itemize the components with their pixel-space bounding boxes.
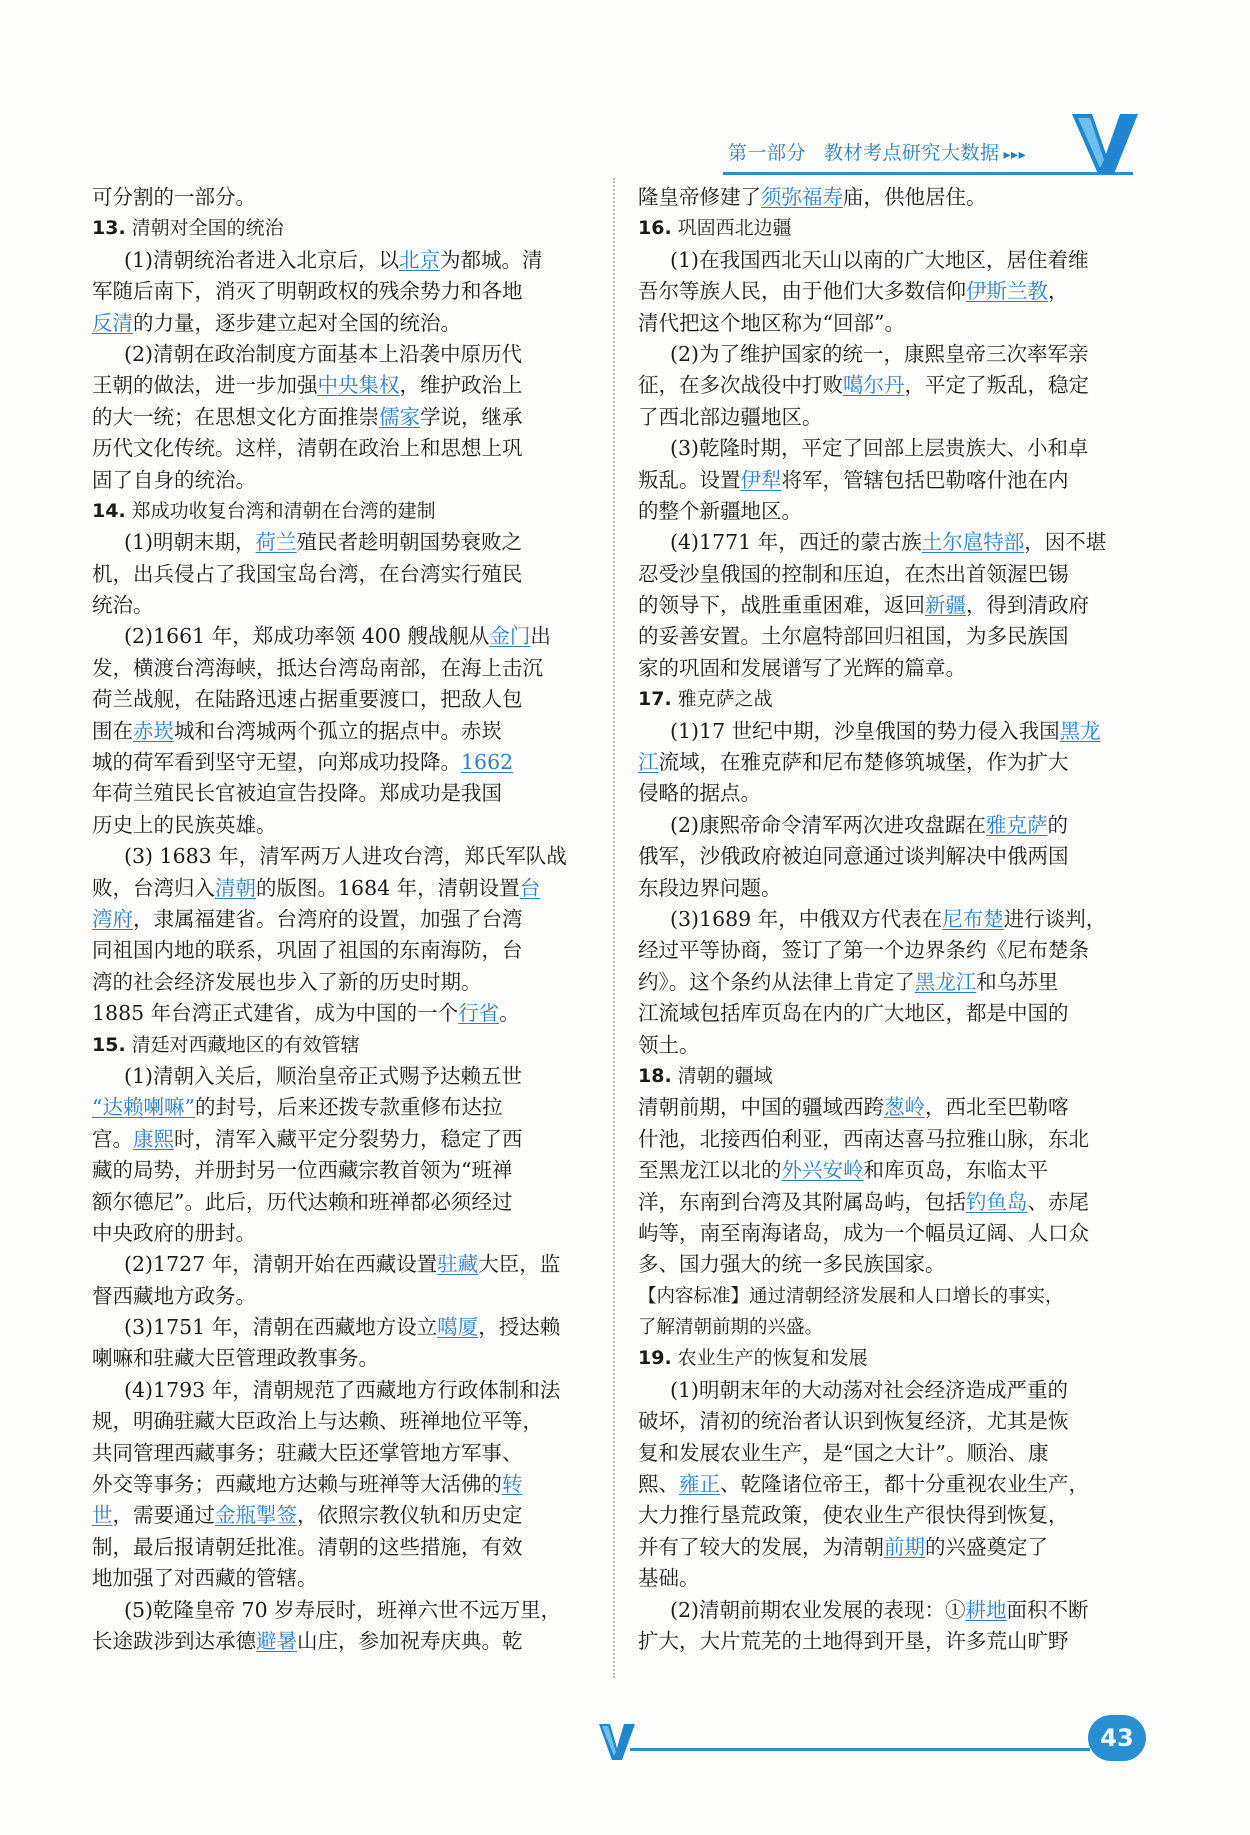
text-segment: 围在 [92, 718, 133, 743]
text-segment: ，依照宗教仪轨和历史定 [297, 1503, 523, 1528]
section-number: 16. [638, 217, 672, 240]
text-segment: 隆皇帝修建了 [638, 185, 761, 209]
arrows-icon: ▸▸▸ [1003, 147, 1027, 163]
text-segment: 巩固西北边疆 [677, 217, 792, 240]
section-heading [638, 213, 1136, 244]
text-line [92, 339, 590, 370]
text-segment: 荷兰战舰，在陆路迅速占据重要渡口，把敌人包 [92, 687, 523, 712]
text-segment: ，平定了叛乱，稳定 [904, 373, 1089, 398]
text-line [638, 778, 1136, 809]
text-line [92, 1281, 590, 1312]
section-heading [638, 1061, 1136, 1092]
text-line [638, 935, 1136, 966]
text-segment: 并有了较大的发展，为清朝 [638, 1534, 884, 1559]
text-segment: 流域，在雅克萨和尼布楚修筑城堡，作为扩大 [658, 750, 1069, 775]
answer-keyword: 须弥福寿 [761, 185, 843, 209]
text-segment: 屿等，南至南海诸岛，成为一个幅员辽阔、人口众 [638, 1220, 1089, 1245]
text-segment: 【内容标准】通过清朝经济发展和人口增长的事实， [638, 1285, 1064, 1307]
text-segment: 王朝的做法，进一步加强 [92, 373, 318, 398]
footer-v-icon [598, 1722, 636, 1762]
text-segment: 洋，东南到台湾及其附属岛屿，包括 [638, 1189, 966, 1214]
text-line [638, 1155, 1136, 1186]
text-line [638, 1375, 1136, 1406]
text-segment: 扩大，大片荒芜的土地得到开垦，许多荒山旷野 [638, 1628, 1069, 1653]
text-segment: 俄军，沙俄政府被迫同意通过谈判解决中俄两国 [638, 844, 1069, 869]
text-segment: 庙，供他居住。 [843, 185, 987, 209]
text-line [92, 433, 590, 464]
text-segment: 叛乱。设置 [638, 467, 741, 492]
text-segment: 殖民者趁明朝国势衰败之 [296, 530, 523, 555]
text-segment: ，维护政治上 [399, 373, 523, 398]
section-number: 18. [638, 1064, 672, 1087]
header-part: 第一部分 [728, 142, 807, 164]
text-line [92, 1092, 590, 1123]
text-segment: 的封号，后来还拨专款重修布达拉 [194, 1095, 503, 1120]
text-line [638, 873, 1136, 904]
text-segment: 可分割的一部分。 [92, 185, 256, 209]
answer-keyword: 避暑 [256, 1628, 297, 1653]
text-segment: 吾尔等族人民，由于他们大多数信仰 [638, 279, 966, 304]
text-line [92, 998, 590, 1029]
text-segment: 雅克萨之战 [677, 688, 773, 711]
text-line [638, 245, 1136, 276]
answer-keyword: 康熙 [133, 1126, 174, 1151]
answer-keyword: 金门 [489, 624, 531, 649]
text-segment: 固了自身的统治。 [92, 467, 256, 492]
text-line [638, 1218, 1136, 1249]
text-segment: 大力推行垦荒政策，使农业生产很快得到恢复， [638, 1503, 1069, 1528]
answer-keyword: 江 [638, 750, 659, 775]
answer-keyword: 耕地 [965, 1597, 1007, 1622]
answer-keyword: 赤崁 [133, 718, 174, 743]
text-line [638, 904, 1136, 935]
text-segment: 出 [530, 624, 551, 649]
answer-keyword: 土尔扈特部 [921, 530, 1025, 555]
text-line [638, 1312, 1136, 1343]
text-segment: 的妥善安置。土尔扈特部回归祖国，为多民族国 [638, 624, 1069, 649]
text-line [638, 1500, 1136, 1531]
text-segment: 多、国力强大的统一多民族国家。 [638, 1252, 946, 1277]
text-segment: (3)1751 年，清朝在西藏地方设立 [124, 1315, 438, 1340]
text-segment: 和乌苏里 [976, 969, 1059, 994]
text-line [92, 873, 590, 904]
text-segment: 经过平等协商，签订了第一个边界条约《尼布楚条 [638, 938, 1089, 963]
text-segment: ，隶属福建省。台湾府的设置，加强了台湾 [133, 906, 523, 931]
text-line [638, 1406, 1136, 1437]
text-segment: 发，横渡台湾海峡，抵达台湾岛南部，在海上击沉 [92, 655, 543, 680]
text-segment: 的兴盛奠定了 [925, 1534, 1048, 1559]
text-segment: 大臣，监 [478, 1252, 561, 1277]
text-line [92, 370, 590, 401]
text-line [638, 810, 1136, 841]
text-line [92, 1061, 590, 1092]
text-segment: 忍受沙皇俄国的控制和压迫，在杰出首领渥巴锡 [638, 561, 1069, 586]
answer-keyword: 湾府 [92, 906, 133, 931]
section-heading [92, 1030, 590, 1061]
text-segment: 领土。 [638, 1032, 700, 1057]
text-segment: 额尔德尼”。此后，历代达赖和班禅都必须经过 [92, 1189, 513, 1214]
text-line [638, 621, 1136, 652]
text-segment: 了西北部边疆地区。 [638, 404, 823, 429]
text-segment: 约》。这个条约从法律上肯定了 [638, 969, 915, 994]
text-segment: 共同管理西藏事务；驻藏大臣还掌管地方军事、 [92, 1440, 523, 1465]
text-segment: (2)清朝前期农业发展的表现：① [670, 1597, 966, 1622]
text-segment: 中央政府的册封。 [92, 1220, 256, 1245]
text-line [92, 747, 590, 778]
text-line [638, 402, 1136, 433]
text-segment: 的整个新疆地区。 [638, 498, 802, 523]
answer-keyword: 驻藏 [437, 1252, 479, 1277]
text-segment: 喇嘛和驻藏大臣管理政教事务。 [92, 1346, 379, 1371]
answer-keyword: 雅克萨 [986, 812, 1048, 837]
section-number: 15. [92, 1033, 126, 1056]
text-line [638, 653, 1136, 684]
text-line [638, 182, 1136, 213]
text-segment: 进行谈判， [1003, 906, 1107, 931]
answer-keyword: 尼布楚 [942, 906, 1004, 931]
answer-keyword: 前期 [884, 1534, 925, 1559]
text-segment: (5)乾隆皇帝 70 岁寿辰时，班禅六世不远万里， [124, 1597, 562, 1622]
text-segment: 城和台湾城两个孤立的据点中。赤崁 [174, 718, 502, 743]
header-subtitle: 教材考点研究大数据 [824, 142, 1000, 164]
text-line [92, 716, 590, 747]
text-segment: 历代文化传统。这样，清朝在政治上和思想上巩 [92, 436, 523, 461]
text-line [638, 1595, 1136, 1626]
text-line [638, 433, 1136, 464]
text-segment: (2)康熙帝命令清军两次进攻盘踞在 [670, 812, 987, 837]
text-segment: 城的荷军看到坚守无望，向郑成功投降。 [92, 750, 461, 775]
text-segment: (1)明朝末年的大动荡对社会经济造成严重的 [670, 1377, 1069, 1402]
text-segment: 机，出兵侵占了我国宝岛台湾，在台湾实行殖民 [92, 561, 523, 586]
text-segment: 清代把这个地区称为“回部”。 [638, 310, 905, 335]
text-segment: (3) 1683 年，清军两万人进攻台湾，郑氏军队战 [124, 844, 567, 869]
answer-keyword: 外兴安岭 [781, 1158, 864, 1183]
text-line [638, 1030, 1136, 1061]
text-line [92, 1406, 590, 1437]
answer-keyword: 反清 [92, 310, 133, 335]
text-line [92, 653, 590, 684]
text-line [92, 778, 590, 809]
answer-keyword: 荷兰 [255, 530, 297, 555]
text-line [638, 559, 1136, 590]
text-segment: 藏的局势，并册封另一位西藏宗教首领为“班禅 [92, 1158, 513, 1183]
text-segment: 统治。 [92, 593, 154, 618]
answer-keyword: 伊犁 [740, 467, 782, 492]
text-line [92, 1375, 590, 1406]
text-segment: 复和发展农业生产，是“国之大计”。顺治、康 [638, 1440, 1049, 1465]
text-segment: 清廷对西藏地区的有效管辖 [131, 1033, 360, 1056]
text-line [92, 527, 590, 558]
text-line [638, 1469, 1136, 1500]
text-segment: 农业生产的恢复和发展 [677, 1347, 868, 1370]
text-line [92, 1626, 590, 1657]
text-segment: (1)17 世纪中期，沙皇俄国的势力侵入我国 [670, 718, 1060, 743]
text-segment: ，得到清政府 [966, 593, 1089, 618]
text-line [92, 590, 590, 621]
section-heading [638, 684, 1136, 715]
text-line [92, 621, 590, 652]
text-line [92, 935, 590, 966]
text-line [92, 245, 590, 276]
text-segment: 江流域包括库页岛在内的广大地区，都是中国的 [638, 1001, 1069, 1026]
text-line [638, 1626, 1136, 1657]
answer-keyword: 金瓶掣签 [215, 1503, 297, 1528]
text-line [92, 465, 590, 496]
answer-keyword: 台 [519, 875, 541, 900]
section-number: 14. [92, 499, 126, 522]
text-segment: 年荷兰殖民长官被迫宣告投降。郑成功是我国 [92, 781, 502, 806]
text-segment: 郑成功收复台湾和清朝在台湾的建制 [131, 499, 436, 522]
text-segment: 东段边界问题。 [638, 875, 782, 900]
page-number: 43 [1088, 1715, 1146, 1761]
text-line [92, 1218, 590, 1249]
text-segment: 清朝前期，中国的疆域西跨 [638, 1095, 884, 1120]
answer-keyword: 转 [502, 1472, 523, 1497]
text-line [92, 1532, 590, 1563]
text-segment: ，西北至巴勒喀 [925, 1095, 1069, 1120]
text-line [92, 559, 590, 590]
left-column [92, 182, 590, 1657]
text-segment: 1885 年台湾正式建省，成为中国的一个 [92, 1001, 459, 1026]
text-line [638, 1281, 1136, 1312]
text-segment: ，因不堪 [1024, 530, 1107, 555]
column-divider [613, 178, 615, 1678]
text-line [92, 1124, 590, 1155]
text-segment: (3)乾隆时期，平定了回部上层贵族大、小和卓 [670, 436, 1089, 461]
text-line [638, 998, 1136, 1029]
text-segment: 督西藏地方政务。 [92, 1283, 256, 1308]
text-segment: 面积不断 [1006, 1597, 1089, 1622]
text-line [92, 308, 590, 339]
text-segment: (2)清朝在政治制度方面基本上沿袭中原历代 [124, 341, 523, 366]
answer-keyword: 新疆 [925, 593, 966, 618]
text-segment: (2)1661 年，郑成功率领 400 艘战舰从 [124, 624, 490, 649]
text-segment: 的 [1047, 812, 1069, 837]
text-segment: 熙、 [638, 1472, 679, 1497]
text-line [638, 1092, 1136, 1123]
text-segment: 的大一统；在思想文化方面推崇 [92, 404, 379, 429]
answer-keyword: “达赖喇嘛” [92, 1095, 195, 1120]
text-line [638, 1532, 1136, 1563]
text-line [92, 1595, 590, 1626]
text-line [638, 590, 1136, 621]
text-segment: (1)在我国西北天山以南的广大地区，居住着维 [670, 247, 1089, 272]
answer-keyword: 北京 [399, 247, 441, 272]
answer-keyword: 伊斯兰教 [966, 279, 1048, 304]
text-segment: 规，明确驻藏大臣政治上与达赖、班禅地位平等， [92, 1409, 543, 1434]
text-segment: 的力量，逐步建立起对全国的统治。 [133, 310, 461, 335]
section-number: 19. [638, 1347, 672, 1370]
answer-keyword: 葱岭 [884, 1095, 925, 1120]
text-line [92, 967, 590, 998]
text-line [638, 308, 1136, 339]
text-segment: 同祖国内地的联系，巩固了祖国的东南海防，台 [92, 938, 523, 963]
text-line [92, 810, 590, 841]
answer-keyword: 噶厦 [437, 1315, 479, 1340]
v-logo-icon [1070, 110, 1140, 178]
text-line [92, 1343, 590, 1374]
text-segment: 学说，继承 [420, 404, 523, 429]
section-heading [638, 1343, 1136, 1374]
text-line [638, 747, 1136, 778]
section-header [728, 138, 1026, 165]
text-line [92, 1438, 590, 1469]
text-line [638, 841, 1136, 872]
answer-keyword: 儒家 [379, 404, 420, 429]
answer-keyword: 中央集权 [317, 373, 400, 398]
text-segment: 。 [499, 1001, 520, 1026]
text-segment: 家的巩固和发展谱写了光辉的篇章。 [638, 655, 966, 680]
section-heading [92, 213, 590, 244]
text-line [638, 1124, 1136, 1155]
text-segment: 、乾隆诸位帝王，都十分重视农业生产， [720, 1472, 1089, 1497]
text-segment: 长途跋涉到达承德 [92, 1628, 256, 1653]
text-line [638, 1563, 1136, 1594]
text-line [92, 1155, 590, 1186]
text-line [638, 527, 1136, 558]
text-line [92, 841, 590, 872]
text-segment: ， [1048, 279, 1069, 304]
answer-keyword: 钓鱼岛 [966, 1189, 1028, 1214]
text-segment: (1)清朝入关后，顺治皇帝正式赐予达赖五世 [124, 1063, 523, 1088]
text-segment: 什池，北接西伯利亚，西南达喜马拉雅山脉，东北 [638, 1126, 1089, 1151]
answer-keyword: 清朝 [215, 875, 256, 900]
answer-keyword: 噶尔丹 [843, 373, 905, 398]
text-line [92, 276, 590, 307]
text-segment: 湾的社会经济发展也步入了新的历史时期。 [92, 969, 482, 994]
text-line [92, 1187, 590, 1218]
text-segment: 清朝的疆域 [677, 1064, 773, 1087]
text-segment: 基础。 [638, 1566, 700, 1591]
text-line [92, 1249, 590, 1280]
text-line [638, 496, 1136, 527]
section-number: 13. [92, 217, 126, 240]
text-segment: (1)明朝末期， [124, 530, 256, 555]
text-segment: 军随后南下，消灭了明朝政权的残余势力和各地 [92, 279, 523, 304]
text-segment: (2)1727 年，清朝开始在西藏设置 [124, 1252, 438, 1277]
text-segment: 制，最后报请朝廷批准。清朝的这些措施，有效 [92, 1534, 523, 1559]
text-segment: 的版图。1684 年，清朝设置 [256, 875, 520, 900]
answer-keyword: 行省 [458, 1001, 500, 1026]
text-segment: 侵略的据点。 [638, 781, 761, 806]
text-segment: 的领导下，战胜重重困难，返回 [638, 593, 925, 618]
section-heading [92, 496, 590, 527]
text-line [638, 339, 1136, 370]
answer-keyword: 雍正 [679, 1472, 720, 1497]
text-segment: 败，台湾归入 [92, 875, 215, 900]
text-segment: (4)1771 年，西迁的蒙古族 [670, 530, 922, 555]
text-line [638, 465, 1136, 496]
text-segment: 地加强了对西藏的管辖。 [92, 1566, 318, 1591]
text-line [92, 684, 590, 715]
text-line [92, 1563, 590, 1594]
text-line [638, 716, 1136, 747]
text-segment: ，授达赖 [478, 1315, 561, 1340]
text-segment: (4)1793 年，清朝规范了西藏地方行政体制和法 [124, 1377, 561, 1402]
text-segment: 清朝对全国的统治 [131, 217, 284, 240]
text-segment: 时，清军入藏平定分裂势力，稳定了西 [174, 1126, 523, 1151]
text-segment: 历史上的民族英雄。 [92, 812, 277, 837]
text-segment: 至黑龙江以北的 [638, 1158, 782, 1183]
text-line [638, 370, 1136, 401]
text-line [92, 904, 590, 935]
text-segment: (2)为了维护国家的统一，康熙皇帝三次率军亲 [670, 341, 1089, 366]
text-segment: 将军，管辖包括巴勒喀什池在内 [781, 467, 1069, 492]
text-segment: 了解清朝前期的兴盛。 [638, 1317, 824, 1339]
text-segment: ，需要通过 [112, 1503, 215, 1528]
answer-keyword: 黑龙江 [914, 969, 977, 994]
answer-keyword: 黑龙 [1059, 718, 1101, 743]
footer-rule [630, 1748, 1090, 1751]
text-line [638, 1187, 1136, 1218]
text-line [638, 276, 1136, 307]
text-segment: (3)1689 年，中俄双方代表在 [670, 906, 943, 931]
answer-keyword: 1662 [461, 750, 514, 775]
text-segment: 破坏，清初的统治者认识到恢复经济，尤其是恢 [638, 1409, 1069, 1434]
answer-keyword: 世 [92, 1503, 113, 1528]
text-segment: (1)清朝统治者进入北京后，以 [124, 247, 400, 272]
text-line [92, 1500, 590, 1531]
text-segment: 山庄，参加祝寿庆典。乾 [297, 1628, 523, 1653]
text-line [638, 1249, 1136, 1280]
right-column [638, 182, 1136, 1657]
text-segment: 和库页岛，东临太平 [863, 1158, 1048, 1183]
text-line [638, 967, 1136, 998]
text-segment: 外交等事务；西藏地方达赖与班禅等大活佛的 [92, 1472, 502, 1497]
text-line [92, 402, 590, 433]
text-line [638, 1438, 1136, 1469]
text-segment: 、赤尾 [1027, 1189, 1089, 1214]
text-segment: 为都城。清 [440, 247, 543, 272]
text-segment: 征，在多次战役中打败 [638, 373, 843, 398]
section-number: 17. [638, 688, 672, 711]
text-segment: 宫。 [92, 1126, 133, 1151]
text-line [92, 1469, 590, 1500]
text-line [92, 182, 590, 213]
text-line [92, 1312, 590, 1343]
